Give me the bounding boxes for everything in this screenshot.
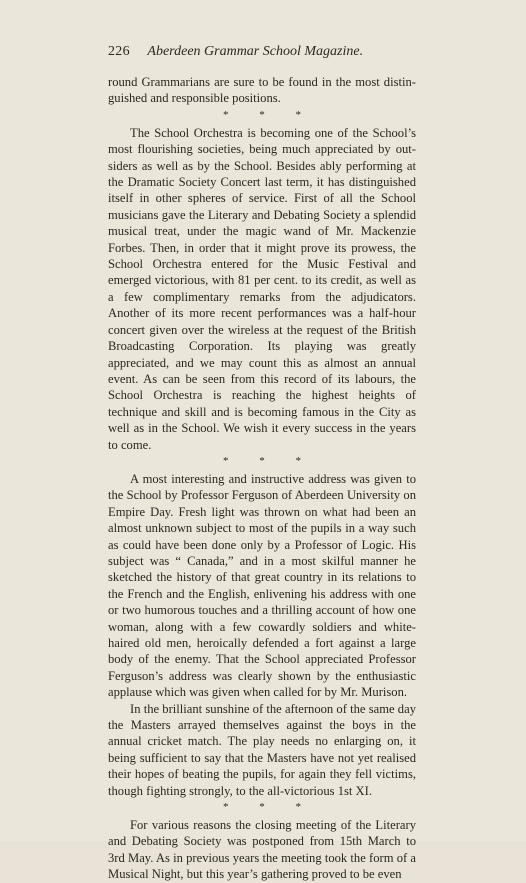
running-header — [108, 43, 418, 61]
section-separator: * * * — [223, 454, 315, 467]
section-separator: * * * — [223, 108, 315, 121]
magazine-title: Aberdeen Grammar School Magazine. — [147, 44, 364, 59]
paragraph-empire-day-address: A most interesting and instructive address was given to the School by Professor Ferguson of Aberdeen University on Empire Day. Fresh light was thrown on what had been an almost unknown subject to most of the pupils in a way such as could have been done only by a Professor of Logic. His subject was “ Canada,” and in a most skilful manner he sketched the history of that great country in its relations to the French and the English, enlivening his address with one or two humorous touches and a thrilling account of how one woman, along with a few cowardly soldiers and white-haired old men, heroically defended a fort against a large body of the enemy. That the School appreciated Professor Ferguson’s address was clearly shown by the enthusiastic applause which was given when called for by Mr. Murison. — [108, 471, 416, 700]
paragraph-literary-society: For various reasons the closing meeting of the Literary and Debating Society was postponed from 15th March to 3rd May. As in previous years the meeting took the form of a Musical Night, but this year’s gathering proved to be even — [108, 818, 416, 882]
section-separator: * * * — [223, 801, 315, 814]
page-number: 226 — [108, 44, 130, 59]
paragraph-continuation: round Grammarians are sure to be found in the most distinguished and responsible positions. — [108, 75, 416, 106]
paragraph-cricket-match: In the brilliant sunshine of the afternoon of the same day the Masters arrayed themselves against the boys in the annual cricket match. The play needs no enlarging on, it being sufficient to say that the Masters have not yet realised their hopes of beating the pupils, for again they fell victims, though fighting strongly, to the all-victorious 1st XI. — [108, 701, 416, 798]
paragraph-school-orchestra: The School Orchestra is becoming one of the School’s most flourishing societies, being much appreciated by outsiders as well as by the School. Besides ably performing at the Dramatic Society Concert last term, it has distinguished itself in other spheres of service. First of all the School musicians gave the Literary and Debating Society a splendid musical treat, under the magic wand of Mr. Mackenzie Forbes. Then, in order that it might prove its prowess, the School Orchestra entered for the Music Festival and emerged victorious, with 81 per cent. to its credit, as well as a few complimentary remarks from the adjudicators. Another of its more recent performances was a half-hour concert given over the wireless at the request of the British Broadcasting Corporation. Its playing was greatly appreciated, and we may count this as almost an annual event. As can be seen from this record of its labours, the School Orchestra is reaching the highest heights of technique and skill and is becoming famous in the City as well as in the School. We wish it every success in the years to come. — [108, 125, 416, 452]
article-body — [108, 74, 416, 883]
